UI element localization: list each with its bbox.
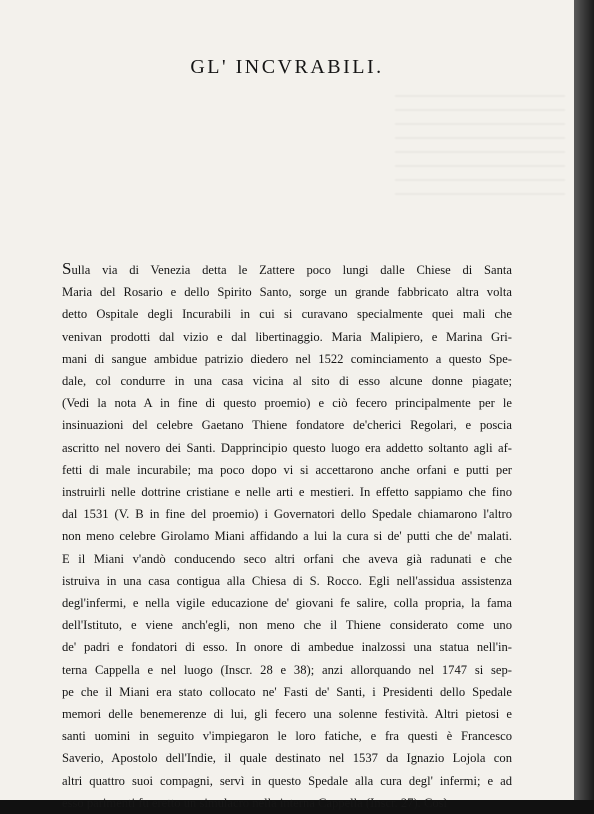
text-line: fetti di male incurabile; ma poco dopo vi si accettarono anche orfani e putti per [62, 462, 512, 477]
text-line: degl'infermi, e nella vigile educazione de' giovani fe salire, colla propria, la fama [62, 596, 512, 611]
text-line [62, 258, 512, 281]
text-line: santi uomini in seguito v'impiegaron le loro fatiche, e fra questi è Francesco [62, 729, 512, 744]
text-line: venivan prodotti dal vizio e dal libertinaggio. Maria Malipiero, e Marina Gri- [62, 329, 512, 344]
text-line: memori delle benemerenze di lui, gli fecero una solenne festività. Altri pietosi e [62, 707, 512, 722]
text-line: de' padri e fondatori di esso. In onore di ambedue inalzossi una statua nell'in- [62, 640, 512, 655]
text-line: detto Ospitale degli Incurabili in cui si curavano specialmente quei mali che [62, 307, 512, 322]
text-line: istruiva in una casa contigua alla Chiesa di S. Rocco. Egli nell'assidua assistenza [62, 573, 512, 588]
text-line: Maria del Rosario e dello Spirito Santo, sorge un grande fabbricato altra volta [62, 285, 512, 300]
show-through-text [395, 95, 565, 205]
text-line-rest: ulla via di Venezia detta le Zattere poco lungi dalle Chiese di Santa [71, 263, 512, 277]
text-line: altri quattro suoi compagni, servì in questo Spedale alla cura degl' infermi; e ad [62, 773, 512, 788]
body-text [62, 258, 512, 814]
text-line: insinuazioni del celebre Gaetano Thiene fondatore de'cherici Regolari, e poscia [62, 418, 512, 433]
text-line: pe che il Miani era stato collocato ne' Fasti de' Santi, i Presidenti dello Spedale [62, 684, 512, 699]
text-line: Saverio, Apostolo dell'Indie, il quale destinato nel 1537 da Ignazio Lojola con [62, 751, 512, 766]
text-line: E il Miani v'andò conducendo seco altri orfani che aveva già radunati e che [62, 551, 512, 566]
text-line: mani di sangue ambidue patrizio diedero nel 1522 cominciamento a questo Spe- [62, 351, 512, 366]
text-line: terna Cappella e nel luogo (Inscr. 28 e 38); anzi allorquando nel 1747 si sep- [62, 662, 512, 677]
text-line: dell'Istituto, e viene anch'egli, non meno che il Thiene considerato come uno [62, 618, 512, 633]
drop-cap: S [62, 259, 72, 278]
text-line: dale, col condurre in una casa vicina al sito di esso alcune donne piagate; [62, 374, 512, 389]
text-line: instruirli nelle dottrine cristiane e nelle arti e mestieri. In effetto sappiamo che fino [62, 485, 512, 500]
text-line: dal 1531 (V. B in fine del proemio) i Governatori dello Spedale chiamarono l'altro [62, 507, 512, 522]
page-title: GL' INCVRABILI. [190, 56, 384, 78]
page-edge [574, 0, 594, 800]
text-line: (Vedi la nota A in fine di questo proemio) e ciò fecero principalmente per le [62, 396, 512, 411]
text-line: ascritto nel novero dei Santi. Dapprincipio questo luogo era addetto soltanto agli af- [62, 440, 512, 455]
text-line: esso parimenti fu eretto un simulacro nella interna Cappella (Inscr. 27). Così [62, 795, 448, 810]
text-line: non meno celebre Girolamo Miani affidando a lui la cura si de' putti che de' malati. [62, 529, 512, 544]
